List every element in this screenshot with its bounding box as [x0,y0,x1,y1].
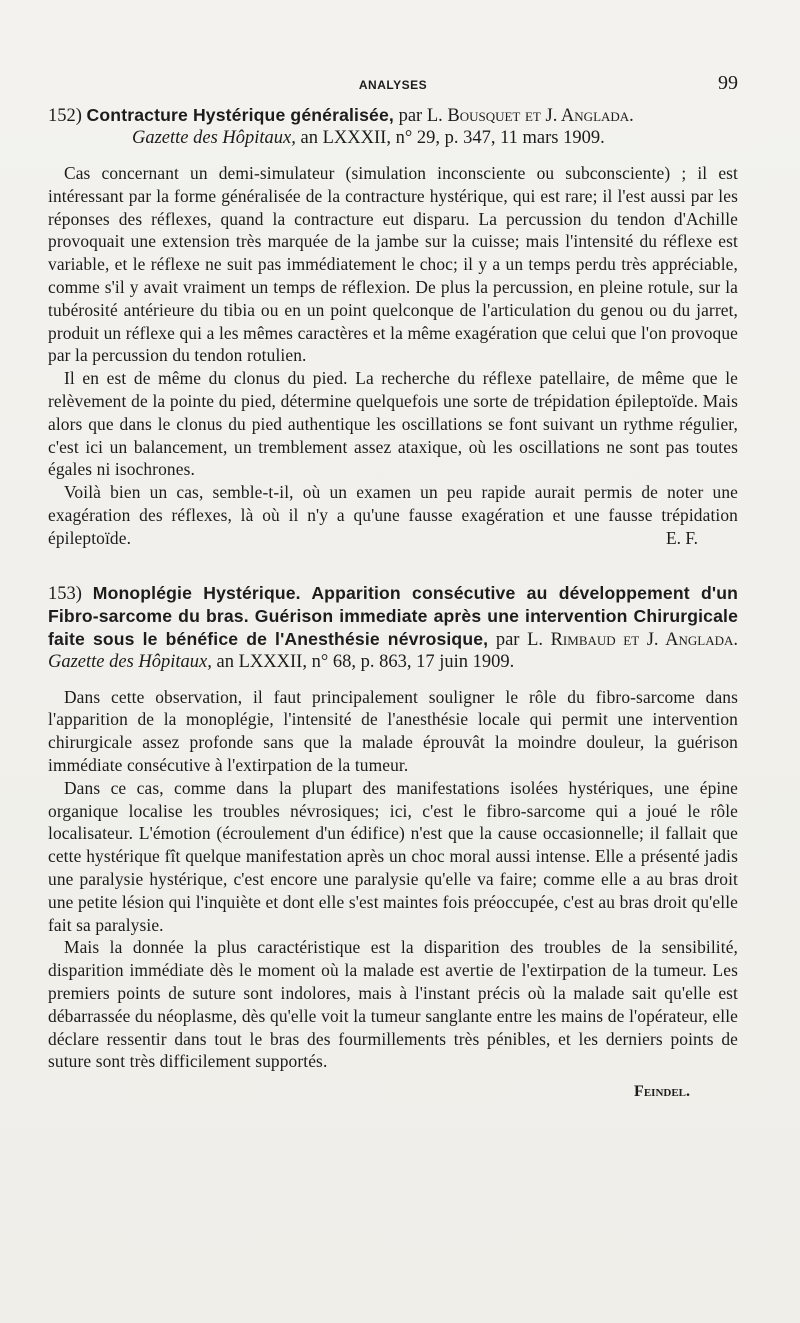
article-header [48,104,738,149]
by-text: par [495,629,520,650]
body-paragraph: Il en est de même du clonus du pied. La recherche du réflexe patellaire, de même que le relèvement de la pointe du pied, détermine quelquefois une sorte de trépidation épileptoïde. Mais alors que dans le clonus du pied authentique les oscillations se font suivant un rythme régulier, c'est ici un balancement, un tremblement assez ataxique, où les oscillations ne sont pas toutes égales ni isochrones. [48,368,738,480]
body-paragraph: Voilà bien un cas, semble-t-il, où un examen un peu rapide aurait permis de noter une exagération des réflexes, là où il n'y a qu'une fausse exagération et une fausse trépidation épileptoïde. [48,482,738,548]
article-header [48,582,738,673]
article-153 [48,582,738,1104]
citation-details: an LXXXII, n° 29, p. 347, 11 mars 1909. [300,128,605,148]
article-152 [48,104,738,550]
running-title: ANALYSES [358,78,428,92]
body-paragraph: Dans cette observation, il faut principalement souligner le rôle du fibro-sarcome dans l'apparition de la monoplégie, l'intensité de l'anesthésie locale qui permit une intervention chirurgicale assez profonde sans que la malade éprouvât la moindre douleur, la guérison immédiate consécutive à l'extirpation de la tumeur. [48,686,738,775]
body-paragraph: Mais la donnée la plus caractéristique est la disparition des troubles de la sensibilité, disparition immédiate dès le moment où la malade est avertie de l'extirpation de la tumeur. Les premiers points de suture sont indolores, mais à l'instant précis où la malade sait qu'elle est débarrassée du néoplasme, dès qu'elle voit la tumeur sanglante entre les mains de l'opérateur, elle déclare ressentir dans tout le bras des fourmillements très pénibles, et les derniers points de suture sont très difficilement supportés. [48,937,738,1072]
journal-name: Gazette des Hôpitaux, [132,128,296,148]
article-number: 153) [48,583,82,604]
article-authors: L. Bousquet et J. Anglada. [426,106,634,126]
citation-line [48,127,738,149]
body-paragraph: Dans ce cas, comme dans la plupart des manifestations isolées hystériques, une épine organique localise les troubles névrosiques; ici, c'est le fibro-sarcome qui a joué le rôle localisateur. L'émotion (écroulement d'un édifice) n'est que la cause occasionnelle; il fallait que cette hystérique fît quelque manifestation après un choc moral aussi intense. Elle a présenté jadis une paralysie hystérique, c'est encore une paralysie qu'elle va faire; comme elle a au bras droit une petite lésion qui l'inquiète et dont elle s'est maintes fois préoccupée, c'est au bras droit qu'elle fait sa paralysie. [48,777,738,935]
article-authors: L. Rimbaud et J. Anglada. [527,629,739,650]
page-number: 99 [718,72,738,94]
article-title: Monoplégie Hystérique. Apparition consécutive au développement d'un Fibro-sarcome du bras. Guérison immediate après une intervention Chirurgicale faite sous le bénéfice de l'Anesthésie névrosique, [48,582,738,649]
journal-name: Gazette des Hôpitaux, [48,651,212,672]
signature [48,1081,738,1104]
citation-details: an LXXXII, n° 68, p. 863, 17 juin 1909. [216,651,515,672]
signature-text: Feindel. [634,1083,690,1101]
signature-text: E. F. [666,527,698,548]
running-head [48,68,738,104]
article-title: Contracture Hystérique généralisée, [86,105,394,125]
body-paragraph: Cas concernant un demi-simulateur (simulation inconsciente ou subconsciente) ; il est intéressant par la forme généralisée de la contracture hystérique, qui est rare; il l'est aussi par les réponses des réflexes, quand la contracture eut disparu. La percussion du tendon d'Achille provoquait une extension très marquée de la jambe sur la cuisse; mais l'intensité du réflexe est variable, et le réflexe ne suit pas immédiatement le choc; il y a un temps perdu très appréciable, comme s'il y avait vraiment un temps de réflexion. De plus la percussion, en pleine rotule, sur la tubérosité antérieure du tibia ou en un point quelconque de l'articulation du genou ou du jarret, produit un réflexe qui a les mêmes caractères et la même exagération que celui que l'on provoque par la percussion du tendon rotulien. [48,163,738,366]
by-text: par [398,106,423,126]
signature [48,527,738,550]
article-number: 152) [48,106,82,126]
